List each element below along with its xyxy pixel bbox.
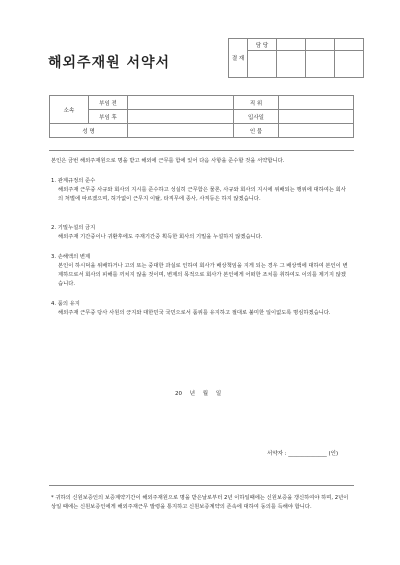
hire-label: 입사일	[234, 110, 279, 124]
section-body: 해외주재 기간중이나 귀환후에도 주재기간중 획득한 회사의 기밀을 누설하지 않겠습니다.	[58, 234, 263, 240]
name-label: 성 명	[50, 124, 128, 138]
section	[51, 177, 351, 204]
section	[51, 224, 351, 242]
divider-top	[49, 150, 354, 151]
position-field[interactable]	[279, 96, 354, 110]
section-body: 해외주재 근무중 사규와 회사의 지시를 준수하고 성실히 근무함은 물론, 사규와 회사의 지시에 위배되는 행위에 대하여는 회사의 처벌에 따르겠으며, 허가없이 근무지 이탈, 타직무에 종사, 사직등은 하지 않겠습니다.	[58, 187, 346, 202]
date-line[interactable]: 20 년 월 일	[175, 391, 222, 397]
section	[51, 253, 351, 289]
seal-label: 인 뭅	[234, 124, 279, 138]
group-label: 소속	[50, 96, 89, 124]
section-heading: 1. 관계규정의 준수	[51, 178, 96, 184]
section-heading: 4. 품의 유지	[51, 301, 80, 307]
after-label: 부임 후	[89, 110, 128, 124]
footnote: * 귀하의 신원보증인의 보증계약기간이 해외주재원으로 명을 받은날로부터 2년 이하일때에는 신원보증을 갱신하여야 하며, 2년이상일 때에는 신원보증인에게 해외주재근무 발령을 통지하고 신원보증계약의 존속에 대하여 동의를 득해야 합니다.	[51, 495, 349, 510]
after-field[interactable]	[128, 110, 234, 124]
divider-bottom	[49, 485, 354, 486]
document-title: 해외주재원 서약서	[48, 55, 171, 71]
section-heading: 3. 손해액의 변제	[51, 254, 91, 260]
approval-header: 담 당	[248, 39, 277, 51]
approval-header-cell	[335, 39, 364, 51]
section-body: 해외주재 근무중 당사 사원의 긍지와 대한민국 국민으로서 품위를 유지하고 절대로 불미한 일이없도록 명심하겠습니다.	[58, 310, 331, 316]
hire-field[interactable]	[279, 110, 354, 124]
section-body: 본인이 하시덕을 위배하거나 고의 또는 중대한 과실로 인하여 회사가 배상책임을 지게 되는 경우 그 배상액에 대하여 본인이 변제하므로서 회사의 피해를 끼치지 않을 것이며, 변제의 목적으로 회사가 본인에게 어떠한 조치를 취하여도 이의를 제기지 않겠습니다.	[58, 263, 348, 287]
position-label: 직 위	[234, 96, 279, 110]
signature-line[interactable]: 서약자 : ______________ (인)	[267, 451, 339, 457]
approval-box	[228, 38, 364, 78]
seal-field[interactable]	[279, 124, 354, 138]
approval-sign-cell[interactable]	[335, 51, 364, 78]
info-table	[49, 95, 354, 138]
name-field[interactable]	[128, 124, 234, 138]
approval-sign-cell[interactable]	[277, 51, 306, 78]
approval-sign-cell[interactable]	[306, 51, 335, 78]
approval-header-cell	[277, 39, 306, 51]
intro-text: 본인은 금번 해외주재원으로 명을 받고 해외에 근무를 함에 있어 다음 사항을 준수할 것을 서약합니다.	[51, 158, 285, 164]
section	[51, 300, 351, 318]
approval-header-cell	[306, 39, 335, 51]
before-field[interactable]	[128, 96, 234, 110]
section-heading: 2. 기밀누설의 금지	[51, 225, 96, 231]
approval-label: 결 재	[229, 39, 248, 78]
before-label: 부임 전	[89, 96, 128, 110]
approval-sign-cell[interactable]	[248, 51, 277, 78]
